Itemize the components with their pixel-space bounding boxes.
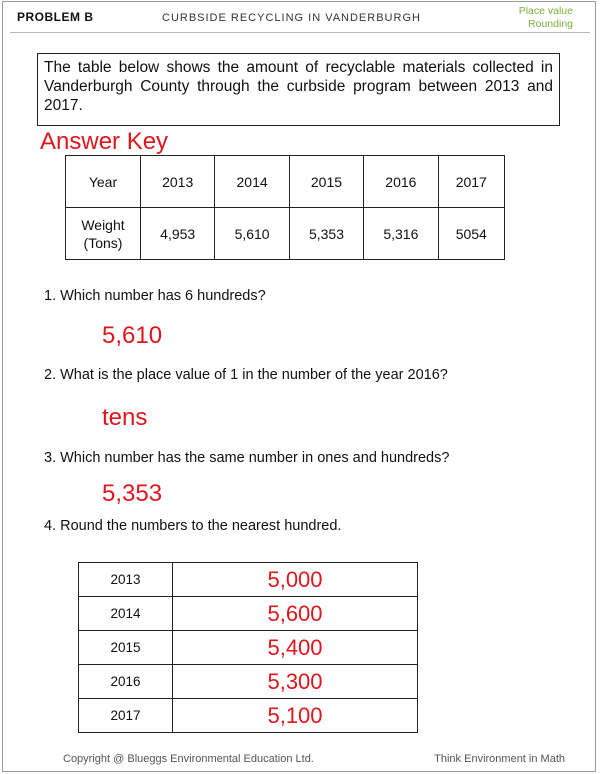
rounding-row xyxy=(79,665,418,699)
rounding-row xyxy=(79,563,418,597)
answer-2: tens xyxy=(102,404,148,431)
year-row xyxy=(66,156,505,208)
rounded-value: 5,000 xyxy=(173,563,418,597)
answer-3: 5,353 xyxy=(102,480,163,507)
topic-tag-place-value: Place value xyxy=(518,5,573,17)
problem-label: PROBLEM B xyxy=(17,10,94,24)
rounding-row xyxy=(79,699,418,733)
copyright-footer: Copyright @ Blueggs Environmental Education Ltd. xyxy=(63,753,314,765)
question-2: 2. What is the place value of 1 in the number of the year 2016? xyxy=(44,367,448,383)
year-header-cell: Year xyxy=(66,156,141,208)
rounding-year: 2014 xyxy=(79,597,173,631)
rounding-row xyxy=(79,631,418,665)
question-1: 1. Which number has 6 hundreds? xyxy=(44,288,266,304)
rounding-row xyxy=(79,597,418,631)
year-cell: 2013 xyxy=(141,156,215,208)
worksheet-title: CURBSIDE RECYCLING IN VANDERBURGH xyxy=(162,12,421,24)
weight-cell: 4,953 xyxy=(141,208,215,260)
rounding-table xyxy=(78,562,418,733)
year-cell: 2016 xyxy=(364,156,438,208)
weight-cell: 5054 xyxy=(438,208,504,260)
weight-unit-label: (Tons) xyxy=(83,234,123,251)
year-cell: 2015 xyxy=(289,156,363,208)
answer-key-label: Answer Key xyxy=(40,128,169,155)
answer-1: 5,610 xyxy=(102,322,163,349)
rounding-year: 2013 xyxy=(79,563,173,597)
rounded-value: 5,100 xyxy=(173,699,418,733)
intro-text-box: The table below shows the amount of recyclable materials collected in Vanderburgh County through the curbside program between 2013 and 2017. xyxy=(37,53,560,126)
weight-cell: 5,610 xyxy=(215,208,289,260)
recycling-data-table xyxy=(65,155,505,260)
topic-tag-rounding: Rounding xyxy=(528,18,573,30)
rounded-value: 5,600 xyxy=(173,597,418,631)
rounding-year: 2017 xyxy=(79,699,173,733)
question-3: 3. Which number has the same number in ones and hundreds? xyxy=(44,450,450,466)
topic-tags xyxy=(519,5,573,31)
rounding-year: 2015 xyxy=(79,631,173,665)
weight-cell: 5,316 xyxy=(364,208,438,260)
weight-cell: 5,353 xyxy=(289,208,363,260)
year-cell: 2017 xyxy=(438,156,504,208)
weight-label: Weight xyxy=(81,216,125,233)
year-cell: 2014 xyxy=(215,156,289,208)
rounding-year: 2016 xyxy=(79,665,173,699)
rounded-value: 5,400 xyxy=(173,631,418,665)
series-footer: Think Environment in Math xyxy=(434,753,565,765)
rounded-value: 5,300 xyxy=(173,665,418,699)
question-4: 4. Round the numbers to the nearest hundred. xyxy=(44,518,342,534)
header-divider xyxy=(10,32,590,33)
weight-header-cell xyxy=(66,208,141,260)
weight-row xyxy=(66,208,505,260)
